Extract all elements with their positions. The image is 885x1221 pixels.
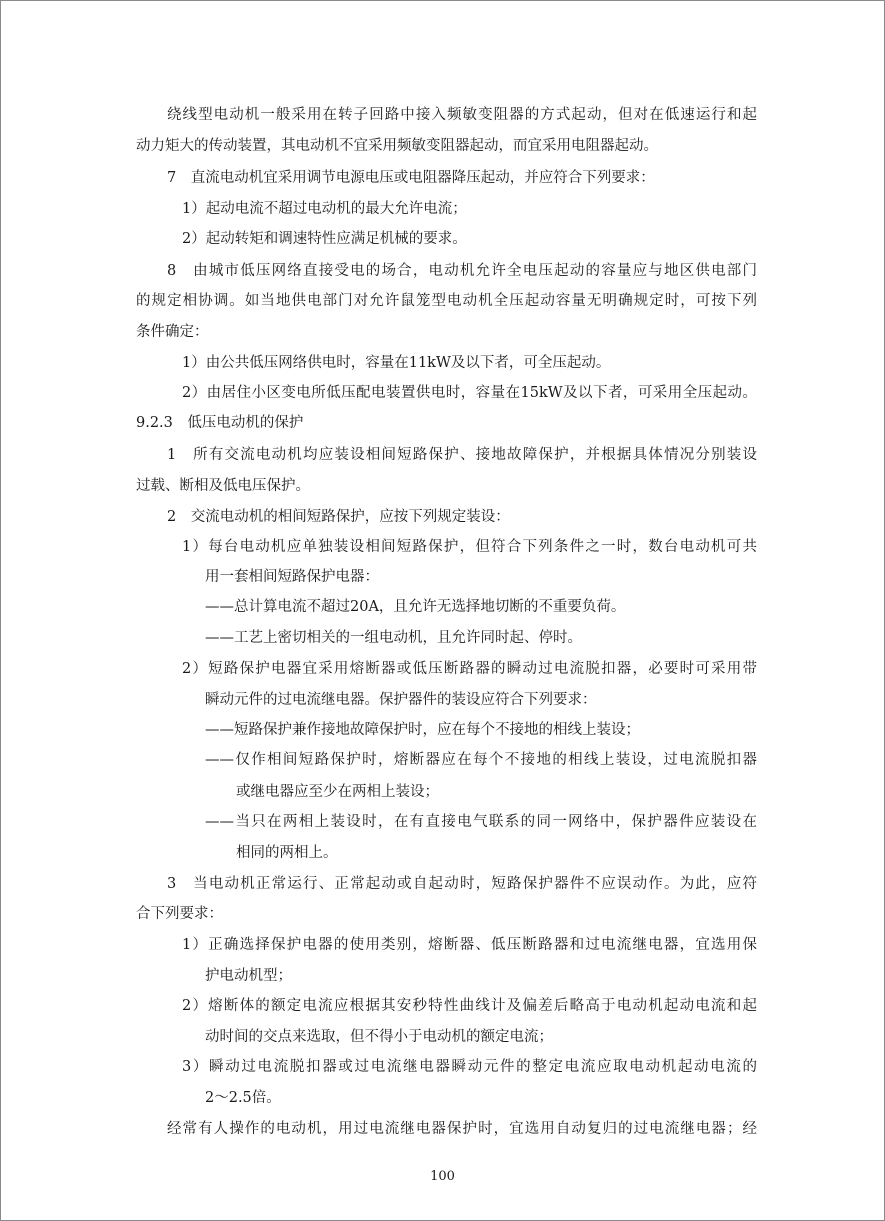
text-line: 7 直流电动机宜采用调节电源电压或电阻器降压起动，并应符合下列要求： [167,170,655,186]
text-line: 相同的两相上。 [236,845,338,861]
text-line: 合下列要求： [136,906,223,922]
text-line: 经常有人操作的电动机，用过电流继电器保护时，宜选用自动复归的过电流继电器；经 [167,1121,757,1137]
text-line: 用一套相间短路保护电器： [205,569,379,585]
text-line: 1）正确选择保护电器的使用类别，熔断器、低压断路器和过电流继电器，宜选用保 [182,937,757,953]
text-line: ——仅作相间短路保护时，熔断器应在每个不接地的相线上装设，过电流脱扣器 [205,752,757,768]
page-number: 100 [430,1169,455,1184]
text-line: 条件确定： [136,324,209,340]
text-line: ——工艺上密切相关的一组电动机，且允许同时起、停时。 [205,630,582,646]
text-line: 2）短路保护电器宜采用熔断器或低压断路器的瞬动过电流脱扣器，必要时可采用带 [182,661,757,677]
text-line: 1）起动电流不超过电动机的最大允许电流； [182,201,467,217]
text-line: 3 当电动机正常运行、正常起动或自起动时，短路保护器件不应误动作。为此，应符 [167,876,757,892]
text-line: 2）由居住小区变电所低压配电装置供电时，容量在15kW及以下者，可采用全压起动。 [182,385,757,401]
text-line: 过载、断相及低电压保护。 [136,478,310,494]
text-line: 绕线型电动机一般采用在转子回路中接入频敏变阻器的方式起动，但对在低速运行和起 [167,107,757,123]
text-line: 动时间的交点来选取，但不得小于电动机的额定电流； [205,1029,553,1045]
text-line: 瞬动元件的过电流继电器。保护器件的装设应符合下列要求： [205,692,597,708]
text-line: 或继电器应至少在两相上装设； [236,784,439,800]
text-line: ——短路保护兼作接地故障保护时，应在每个不接地的相线上装设； [205,722,640,738]
text-line: 2～2.5倍。 [205,1090,281,1106]
text-line: 2）起动转矩和调速特性应满足机械的要求。 [182,231,467,247]
text-line: ——当只在两相上装设时，在有直接电气联系的同一网络中，保护器件应装设在 [205,814,757,830]
text-line: 的规定相协调。如当地供电部门对允许鼠笼型电动机全压起动容量无明确规定时，可按下列 [136,293,757,309]
text-line: 护电动机型； [205,968,292,984]
text-line: 动力矩大的传动装置，其电动机不宜采用频敏变阻器起动，而宜采用电阻器起动。 [136,138,658,154]
section-heading: 9.2.3 低压电动机的保护 [136,415,304,431]
text-line: 3）瞬动过电流脱扣器或过电流继电器瞬动元件的整定电流应取电动机起动电流的 [182,1059,757,1075]
text-line: 2 交流电动机的相间短路保护，应按下列规定装设： [167,509,510,525]
text-line: 1 所有交流电动机均应装设相间短路保护、接地故障保护，并根据具体情况分别装设 [167,447,757,463]
text-line: 1）每台电动机应单独装设相间短路保护，但符合下列条件之一时，数台电动机可共 [182,539,757,555]
text-line: ——总计算电流不超过20A，且允许无选择地切断的不重要负荷。 [205,599,626,615]
text-line: 2）熔断体的额定电流应根据其安秒特性曲线计及偏差后略高于电动机起动电流和起 [182,998,757,1014]
text-line: 1）由公共低压网络供电时，容量在11kW及以下者，可全压起动。 [182,355,611,371]
text-line: 8 由城市低压网络直接受电的场合，电动机允许全电压起动的容量应与地区供电部门 [167,263,757,279]
